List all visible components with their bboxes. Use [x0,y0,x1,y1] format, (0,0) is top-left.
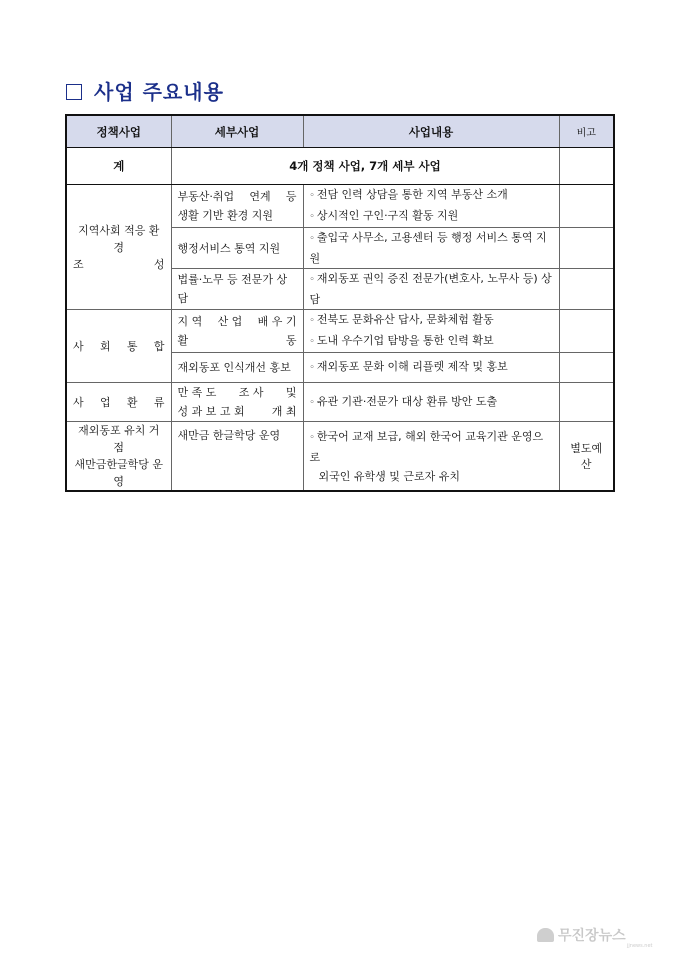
circle-bullet-icon: ◦ [309,397,315,408]
detail-cell: 새만금 한글학당 운영 [171,422,303,492]
note-cell [559,383,614,422]
policy-char: 사 [73,339,84,353]
header-detail: 세부사업 [171,115,303,148]
table-row [66,422,614,492]
note-cell [559,353,614,383]
square-outline-icon [66,84,82,100]
table-row [66,383,614,422]
note-cell [559,228,614,269]
note-cell: 별도예산 [559,422,614,492]
content-line [310,185,553,206]
detail-line: 생활 기반 환경 지원 [177,209,273,222]
detail-cell: 법률·노무 등 전문가 상담 [171,269,303,310]
mountain-icon [537,928,554,942]
table-header-row [66,115,614,148]
total-summary: 4개 정책 사업, 7개 세부 사업 [171,148,559,185]
detail-word: 동 [285,334,297,347]
detail-word: 산 업 [217,315,243,328]
note-cell [559,269,614,310]
content-cell [303,185,559,228]
content-line [310,206,553,227]
detail-cell: 행정서비스 통역 지원 [171,228,303,269]
content-text: 한국어 교재 보급, 해외 한국어 교육기관 운영으로 [309,429,544,464]
content-text: 재외동포 권익 증진 전문가(변호사, 노무사 등) 상담 [309,272,552,306]
policy-cell [66,310,171,383]
detail-word: 배 우 기 [257,315,297,328]
content-line: 외국인 유학생 및 근로자 유치 [318,469,460,483]
header-policy: 정책사업 [66,115,171,148]
circle-bullet-icon: ◦ [309,337,315,347]
content-text: 상시적인 구인·구직 활동 지원 [316,209,459,222]
policy-char: 통 [126,339,138,353]
total-note [559,148,614,185]
policy-char: 성 [153,257,165,271]
content-line [310,427,553,467]
total-row [66,148,614,185]
detail-word: 연계 [249,190,271,203]
content-text: 출입국 사무소, 고용센터 등 행정 서비스 통역 지원 [309,231,547,265]
content-cell [303,310,559,353]
policy-line [73,338,165,355]
detail-word: 개 최 [271,405,297,418]
logo-url: jjnews.net [627,943,653,949]
note-cell [559,185,614,228]
content-line [310,331,553,352]
detail-word: 조 사 [238,386,264,399]
policy-line: 새만금한글학당 운영 [74,458,163,488]
detail-line [178,187,297,206]
circle-bullet-icon: ◦ [309,275,315,285]
detail-word: 만 족 도 [177,386,217,399]
content-cell [303,269,559,310]
logo-text: 무진장뉴스 [558,928,626,944]
policy-line: 지역사회 적응 환경 [78,223,160,254]
detail-cell: 재외동포 인식개선 홍보 [171,353,303,383]
circle-bullet-icon: ◦ [309,234,315,244]
policy-char: 회 [99,339,111,353]
policy-cell [66,185,171,310]
policy-char: 환 [126,395,138,409]
content-cell [303,228,559,269]
detail-line [178,331,297,350]
circle-bullet-icon: ◦ [309,432,315,443]
table-row [66,310,614,353]
policy-char: 업 [99,395,111,409]
detail-word: 부동산·취업 [177,190,235,203]
table-row [66,185,614,228]
detail-line [178,383,297,402]
content-text: 전담 인력 상담을 통한 지역 부동산 소개 [316,188,508,201]
policy-char: 조 [73,257,84,271]
detail-word: 및 [285,386,297,399]
detail-word: 성 과 보 고 회 [177,405,245,418]
note-cell [559,310,614,353]
detail-cell [171,383,303,422]
content-text: 재외동포 문화 이해 리플렛 제작 및 홍보 [316,360,508,373]
policy-line [73,394,165,411]
section-heading [66,76,224,105]
circle-bullet-icon: ◦ [309,316,315,326]
section-heading-text: 사업 주요내용 [94,80,224,104]
header-note: 비고 [559,115,614,148]
detail-word: 지 역 [177,315,203,328]
policy-char: 류 [153,395,165,409]
policy-char: 합 [153,339,165,353]
policy-cell [66,422,171,492]
detail-word: 등 [285,190,297,203]
header-content: 사업내용 [303,115,559,148]
policy-line: 재외동포 유치 거점 [78,424,160,454]
content-text: 전북도 문화유산 답사, 문화체험 활동 [316,313,494,326]
content-cell [303,383,559,422]
circle-bullet-icon: ◦ [309,363,315,373]
content-text: 유관 기관·전문가 대상 환류 방안 도출 [316,394,498,408]
policy-char: 사 [73,395,84,409]
policy-line [73,256,165,273]
total-label: 계 [66,148,171,185]
content-cell [303,353,559,383]
content-line [310,310,553,331]
detail-line [178,312,297,331]
detail-cell [171,185,303,228]
circle-bullet-icon: ◦ [309,212,315,222]
detail-word: 활 [177,334,189,347]
content-text: 도내 우수기업 탐방을 통한 인력 확보 [316,334,494,347]
detail-line [178,402,297,421]
circle-bullet-icon: ◦ [309,191,315,201]
detail-cell [171,310,303,353]
content-cell [303,422,559,492]
watermark-logo [537,925,653,949]
business-table [65,114,615,492]
policy-cell [66,383,171,422]
